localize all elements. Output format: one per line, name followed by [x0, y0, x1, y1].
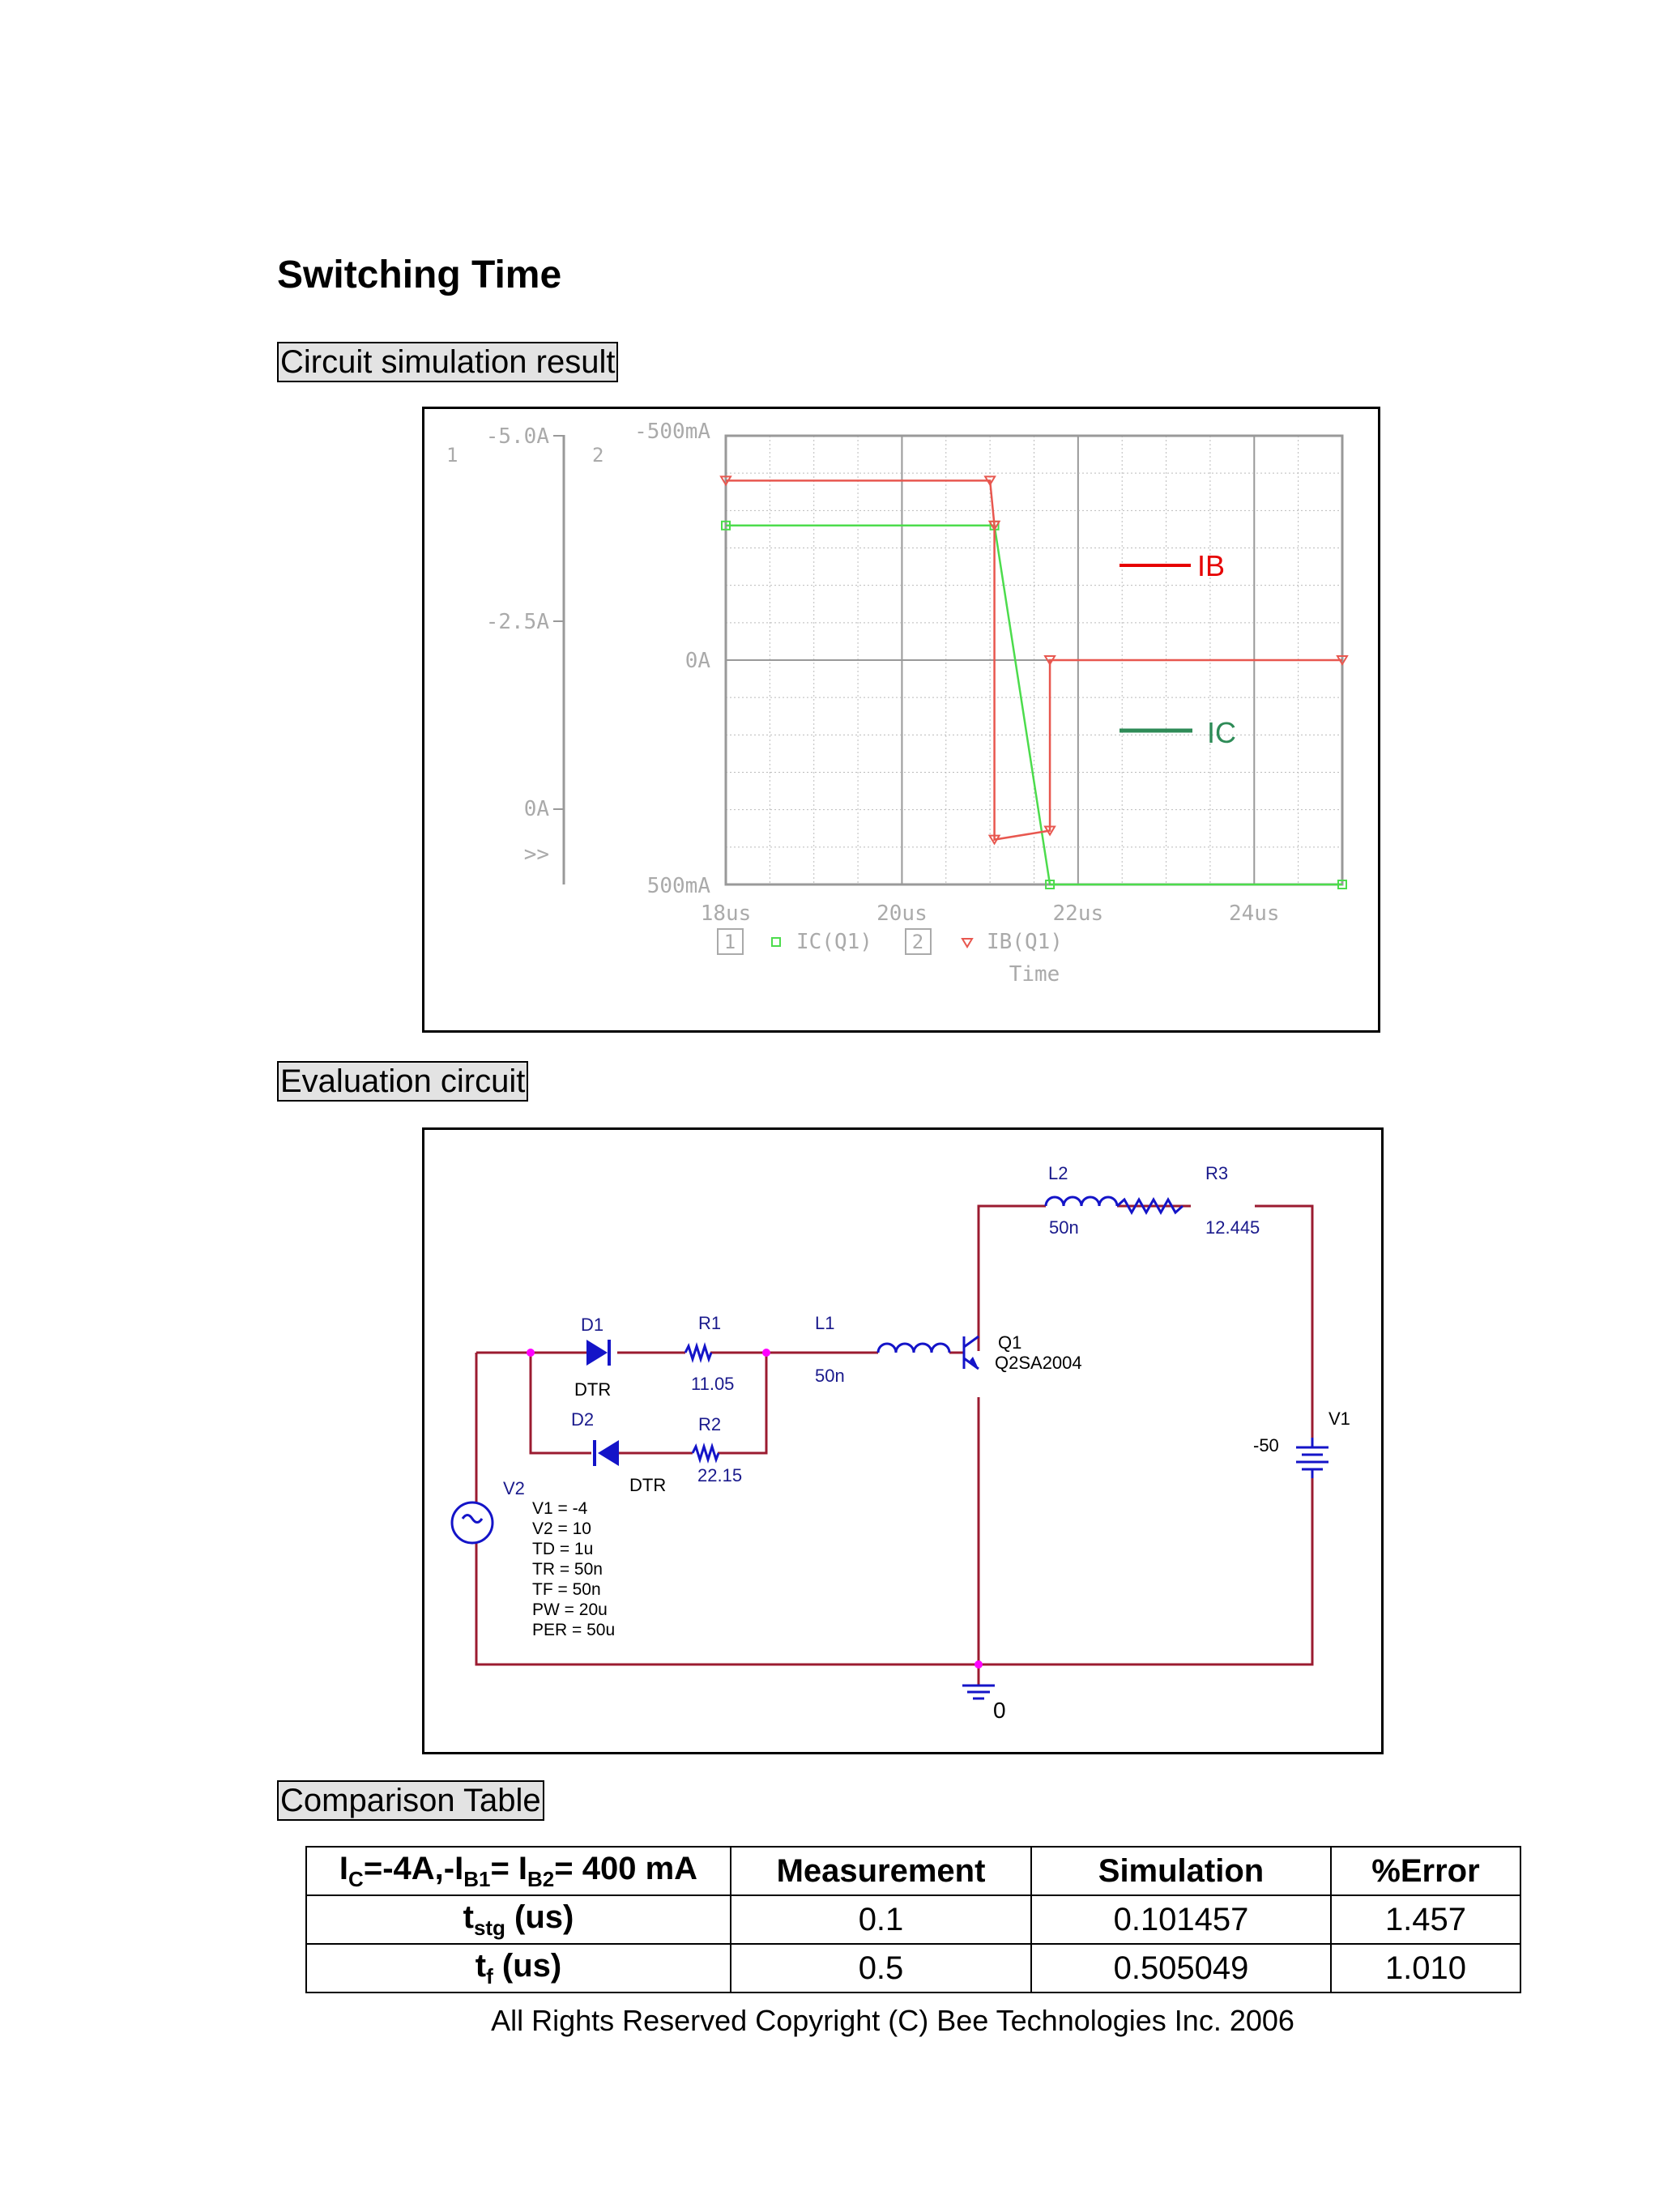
x-tick-label: 20us [876, 901, 928, 926]
x-ticks [701, 901, 1280, 926]
table-cell: 1.010 [1331, 1944, 1520, 1993]
section-label-simulation: Circuit simulation result [277, 342, 618, 382]
table-cell: 1.457 [1331, 1895, 1520, 1944]
v2-param: PER = 50u [532, 1621, 616, 1639]
axis-more-marker: >> [523, 842, 549, 867]
resistor-r1 [685, 1346, 711, 1359]
table-row [306, 1895, 1520, 1944]
label-r3: R3 [1205, 1163, 1229, 1183]
v2-param: TR = 50n [532, 1560, 603, 1579]
condition-header: $I_C=-4A,-I_{B1}= I_{B2}= 400$ mA [306, 1847, 731, 1895]
v2-param: V1 = -4 [532, 1499, 588, 1518]
label-l2: L2 [1048, 1163, 1068, 1183]
simulation-chart [424, 409, 1378, 1030]
chart-legend [718, 929, 1063, 987]
page-title: Switching Time [277, 254, 562, 296]
table-cell: 0.505049 [1031, 1944, 1331, 1993]
label-d1: D1 [581, 1315, 604, 1335]
table-cell: 0.5 [731, 1944, 1031, 1993]
circuit-diodes [586, 1340, 979, 1466]
evaluation-circuit [424, 1130, 1381, 1752]
table-cell: 0.1 [731, 1895, 1031, 1944]
row-label: $t_{stg}$ (us) [306, 1895, 731, 1944]
column-header: %Error [1331, 1847, 1520, 1895]
ib-annotation-label: IB [1197, 549, 1226, 582]
value-v1: -50 [1253, 1435, 1279, 1455]
row-label: $t_f$ (us) [306, 1944, 731, 1993]
inductor-l2 [1046, 1197, 1117, 1206]
axis-1 [446, 424, 564, 884]
axis-2-number: 2 [592, 444, 604, 467]
label-v2: V2 [503, 1478, 525, 1498]
legend-square-marker [772, 938, 780, 946]
evaluation-circuit-frame [422, 1127, 1384, 1754]
axis-1-tick: -5.0A [485, 424, 549, 449]
value-l2: 50n [1049, 1217, 1079, 1238]
chart-annotations [1120, 549, 1236, 749]
circuit-labels [503, 1163, 1350, 1723]
legend-triangle-marker [962, 939, 972, 947]
x-tick-label: 24us [1228, 901, 1280, 926]
x-tick-label: 22us [1052, 901, 1104, 926]
resistor-r3 [1117, 1200, 1183, 1213]
transistor-q1 [964, 1336, 979, 1369]
table-header-row [306, 1847, 1520, 1895]
model-q1: Q2SA2004 [995, 1353, 1082, 1373]
value-l1: 50n [815, 1366, 845, 1386]
diode-d1 [586, 1340, 608, 1366]
axis-2-tick: 0A [684, 649, 710, 673]
comparison-table [305, 1846, 1521, 1993]
section-label-comparison: Comparison Table [277, 1780, 544, 1821]
table-cell: 0.101457 [1031, 1895, 1331, 1944]
value-r1: 11.05 [691, 1374, 735, 1394]
series-line-IC(Q1) [726, 526, 1342, 884]
label-q1: Q1 [998, 1332, 1022, 1353]
column-header: Measurement [731, 1847, 1031, 1895]
v2-param: TF = 50n [532, 1580, 601, 1599]
label-r2: R2 [698, 1414, 722, 1434]
label-ground: 0 [993, 1698, 1006, 1723]
simulation-chart-frame [422, 407, 1380, 1033]
axis-2-tick: 500mA [646, 874, 710, 898]
legend-series-ib: IB(Q1) [987, 930, 1063, 954]
model-d2: DTR [629, 1475, 667, 1495]
label-d2: D2 [571, 1409, 595, 1430]
axis-1-tick: -2.5A [485, 610, 549, 634]
v2-param: PW = 20u [532, 1600, 608, 1619]
section-label-evaluation: Evaluation circuit [277, 1061, 528, 1102]
axis-1-tick: 0A [523, 797, 549, 821]
copyright-footer: All Rights Reserved Copyright (C) Bee Technologies Inc. 2006 [491, 2004, 1294, 2037]
diode-d2 [598, 1440, 619, 1466]
x-axis-label: Time [1009, 962, 1060, 987]
v2-param: V2 = 10 [532, 1519, 591, 1538]
model-d1: DTR [574, 1379, 612, 1400]
resistor-r2 [693, 1447, 719, 1460]
x-tick-label: 18us [700, 901, 752, 926]
value-r3: 12.445 [1205, 1217, 1260, 1238]
ic-annotation-label: IC [1207, 716, 1236, 749]
ground-symbol [962, 1686, 995, 1698]
table-row [306, 1944, 1520, 1993]
battery-v1 [1296, 1438, 1328, 1478]
legend-series-ic: IC(Q1) [796, 930, 872, 954]
v2-param: TD = 1u [532, 1540, 594, 1558]
source-v2 [452, 1502, 493, 1543]
axis-2 [592, 420, 710, 898]
label-l1: L1 [815, 1313, 835, 1333]
axis-2-tick: -500mA [634, 420, 710, 444]
legend-axis-number: 1 [723, 931, 736, 953]
value-r2: 22.15 [697, 1465, 743, 1485]
v2-parameters [532, 1499, 615, 1639]
label-v1: V1 [1328, 1409, 1350, 1429]
label-r1: R1 [698, 1313, 722, 1333]
column-header: Simulation [1031, 1847, 1331, 1895]
source-v2-wave [463, 1515, 482, 1523]
axis-1-number: 1 [446, 444, 458, 467]
legend-axis-number: 2 [911, 931, 924, 953]
inductor-l1 [878, 1344, 949, 1353]
